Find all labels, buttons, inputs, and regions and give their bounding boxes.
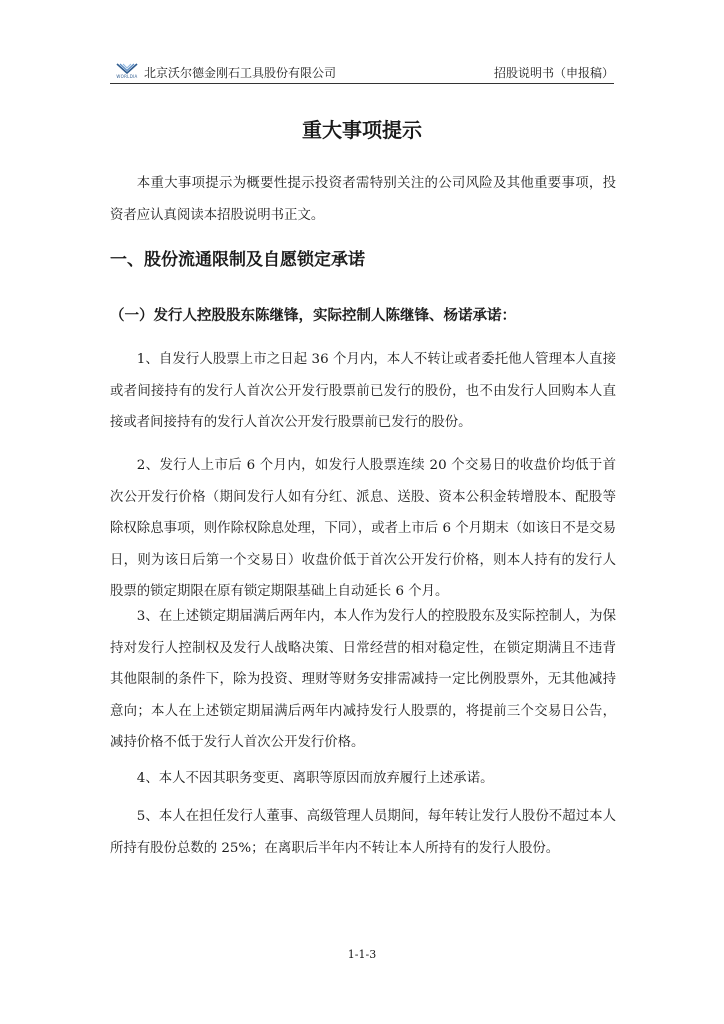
commitment-item-1: 1、自发行人股票上市之日起 36 个月内，本人不转让或者委托他人管理本人直接或者间接持有的发行人首次公开发行股票前已发行的股份，也不由发行人回购本人直接或者间接持有的发行人首次公开发行股票前已发行的股份。 [110, 352, 616, 430]
header-divider [110, 83, 614, 84]
commitment-item-2: 2、发行人上市后 6 个月内，如发行人股票连续 20 个交易日的收盘价均低于首次公开发行价格（期间发行人如有分红、派息、送股、资本公积金转增股本、配股等除权除息事项，则作除权除息处理，下同），或者上市后 6 个月期末（如该日不是交易日，则为该日后第一个交易日）收盘价低于首次公开发行价格，则本人持有的发行人股票的锁定期限在原有锁定期限基础上自动延长 6 个月。 [110, 458, 616, 599]
commitment-item-3: 3、在上述锁定期届满后两年内，本人作为发行人的控股股东及实际控制人，为保持对发行人控制权及发行人战略决策、日常经营的相对稳定性，在锁定期满且不违背其他限制的条件下，除为投资、理财等财务安排需减持一定比例股票外，无其他减持意向；本人在上述锁定期届满后两年内减持发行人股票的，将提前三个交易日公告，减持价格不低于发行人首次公开发行价格。 [110, 609, 616, 750]
document-type: 招股说明书（申报稿） [493, 66, 614, 80]
commitment-item-4: 4、本人不因其职务变更、离职等原因而放弃履行上述承诺。 [136, 771, 494, 786]
page-header [110, 62, 614, 86]
section-heading: 一、股份流通限制及自愿锁定承诺 [110, 250, 365, 270]
logo-icon [116, 62, 138, 74]
page-number: 1-1-3 [347, 948, 377, 961]
intro-paragraph: 本重大事项提示为概要性提示投资者需特别关注的公司风险及其他重要事项，投资者应认真阅读本招股说明书正文。 [110, 176, 616, 223]
company-name: 北京沃尔德金刚石工具股份有限公司 [144, 66, 337, 80]
logo-wordmark: WORLDIA [116, 74, 138, 79]
company-logo [110, 62, 144, 82]
commitment-item-5: 5、本人在担任发行人董事、高级管理人员期间，每年转让发行人股份不超过本人所持有股份总数的 25%；在离职后半年内不转让本人所持有的发行人股份。 [110, 809, 616, 856]
page-title: 重大事项提示 [302, 118, 422, 142]
section-subheading: （一）发行人控股股东陈继锋，实际控制人陈继锋、杨诺承诺： [110, 308, 516, 324]
